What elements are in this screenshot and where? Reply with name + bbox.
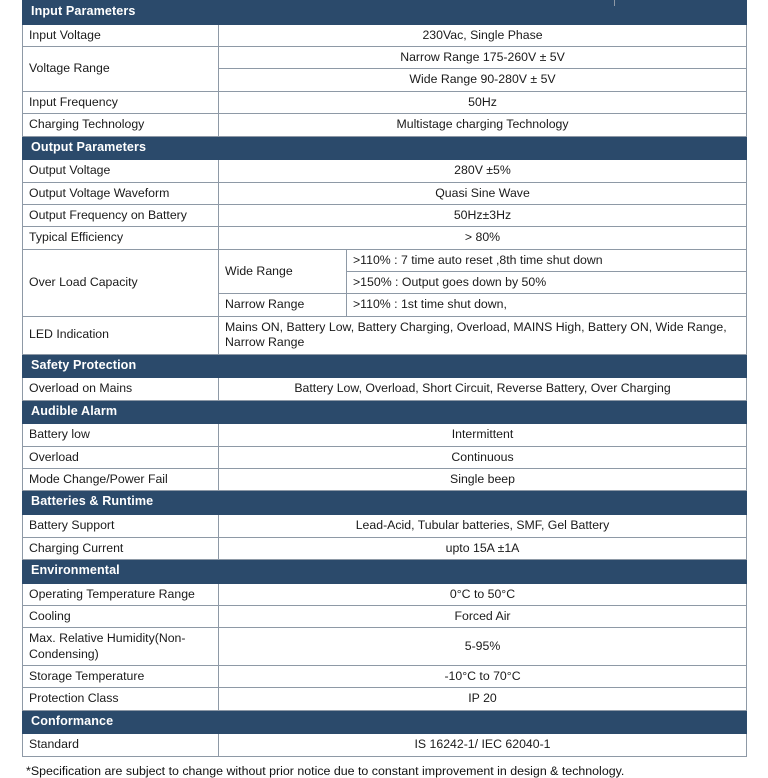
section-header-output-parameters <box>23 136 747 160</box>
row-label: Storage Temperature <box>23 666 219 688</box>
table-row <box>23 446 747 468</box>
row-label: Output Frequency on Battery <box>23 204 219 226</box>
row-value: IP 20 <box>219 688 747 710</box>
specifications-table <box>22 0 747 757</box>
table-row <box>23 537 747 559</box>
row-label: Output Voltage <box>23 160 219 182</box>
section-title: Input Parameters <box>23 1 747 25</box>
row-value: Forced Air <box>219 605 747 627</box>
row-value: 5-95% <box>219 628 747 666</box>
table-row <box>23 249 747 271</box>
section-title: Batteries & Runtime <box>23 491 747 515</box>
specification-footnote: *Specification are subject to change without prior notice due to constant improvement in design & technology. <box>26 763 625 778</box>
row-value: -10°C to 70°C <box>219 666 747 688</box>
row-value: 0°C to 50°C <box>219 583 747 605</box>
section-title: Safety Protection <box>23 354 747 378</box>
table-row <box>23 91 747 113</box>
table-row <box>23 628 747 666</box>
section-header-environmental <box>23 559 747 583</box>
table-row <box>23 160 747 182</box>
section-title: Audible Alarm <box>23 400 747 424</box>
table-top-divider-stub <box>614 0 615 6</box>
table-row <box>23 204 747 226</box>
table-row <box>23 114 747 136</box>
row-label: Input Voltage <box>23 24 219 46</box>
row-label: Operating Temperature Range <box>23 583 219 605</box>
row-label: Charging Current <box>23 537 219 559</box>
row-value: >110% : 1st time shut down, <box>347 294 747 316</box>
row-label: Cooling <box>23 605 219 627</box>
section-title: Environmental <box>23 559 747 583</box>
table-row <box>23 515 747 537</box>
table-row <box>23 47 747 69</box>
row-label: Input Frequency <box>23 91 219 113</box>
section-header-safety-protection <box>23 354 747 378</box>
table-row <box>23 24 747 46</box>
table-row <box>23 666 747 688</box>
row-value: Quasi Sine Wave <box>219 182 747 204</box>
row-value: Narrow Range 175-260V ± 5V <box>219 47 747 69</box>
row-value: Continuous <box>219 446 747 468</box>
row-value: 230Vac, Single Phase <box>219 24 747 46</box>
table-row <box>23 378 747 400</box>
table-row <box>23 605 747 627</box>
row-label: Overload on Mains <box>23 378 219 400</box>
row-value: Lead-Acid, Tubular batteries, SMF, Gel Battery <box>219 515 747 537</box>
row-label: LED Indication <box>23 316 219 354</box>
section-title: Conformance <box>23 710 747 734</box>
row-label: Typical Efficiency <box>23 227 219 249</box>
section-header-conformance <box>23 710 747 734</box>
row-subkey: Wide Range <box>219 249 347 294</box>
row-value: Mains ON, Battery Low, Battery Charging, Overload, MAINS High, Battery ON, Wide Range, Narrow Range <box>219 316 747 354</box>
row-subkey: Narrow Range <box>219 294 347 316</box>
row-label: Charging Technology <box>23 114 219 136</box>
table-row <box>23 469 747 491</box>
row-value: Multistage charging Technology <box>219 114 747 136</box>
table-row <box>23 227 747 249</box>
row-value: 280V ±5% <box>219 160 747 182</box>
table-row <box>23 316 747 354</box>
section-title: Output Parameters <box>23 136 747 160</box>
table-row <box>23 583 747 605</box>
row-value: upto 15A ±1A <box>219 537 747 559</box>
row-label: Overload <box>23 446 219 468</box>
row-label: Protection Class <box>23 688 219 710</box>
row-value: Battery Low, Overload, Short Circuit, Reverse Battery, Over Charging <box>219 378 747 400</box>
row-label: Max. Relative Humidity(Non-Condensing) <box>23 628 219 666</box>
section-header-audible-alarm <box>23 400 747 424</box>
row-value: 50Hz <box>219 91 747 113</box>
section-header-batteries-runtime <box>23 491 747 515</box>
row-label: Output Voltage Waveform <box>23 182 219 204</box>
row-label: Battery Support <box>23 515 219 537</box>
row-label: Standard <box>23 734 219 756</box>
row-value: >150% : Output goes down by 50% <box>347 272 747 294</box>
row-value: Intermittent <box>219 424 747 446</box>
row-value: 50Hz±3Hz <box>219 204 747 226</box>
table-row <box>23 424 747 446</box>
table-row <box>23 182 747 204</box>
row-label: Over Load Capacity <box>23 249 219 316</box>
row-value: IS 16242-1/ IEC 62040-1 <box>219 734 747 756</box>
row-label: Mode Change/Power Fail <box>23 469 219 491</box>
table-row <box>23 734 747 756</box>
row-value: Wide Range 90-280V ± 5V <box>219 69 747 91</box>
row-value: Single beep <box>219 469 747 491</box>
row-value: > 80% <box>219 227 747 249</box>
row-value: >110% : 7 time auto reset ,8th time shut down <box>347 249 747 271</box>
section-header-input-parameters <box>23 1 747 25</box>
table-row <box>23 688 747 710</box>
row-label: Voltage Range <box>23 47 219 92</box>
row-label: Battery low <box>23 424 219 446</box>
